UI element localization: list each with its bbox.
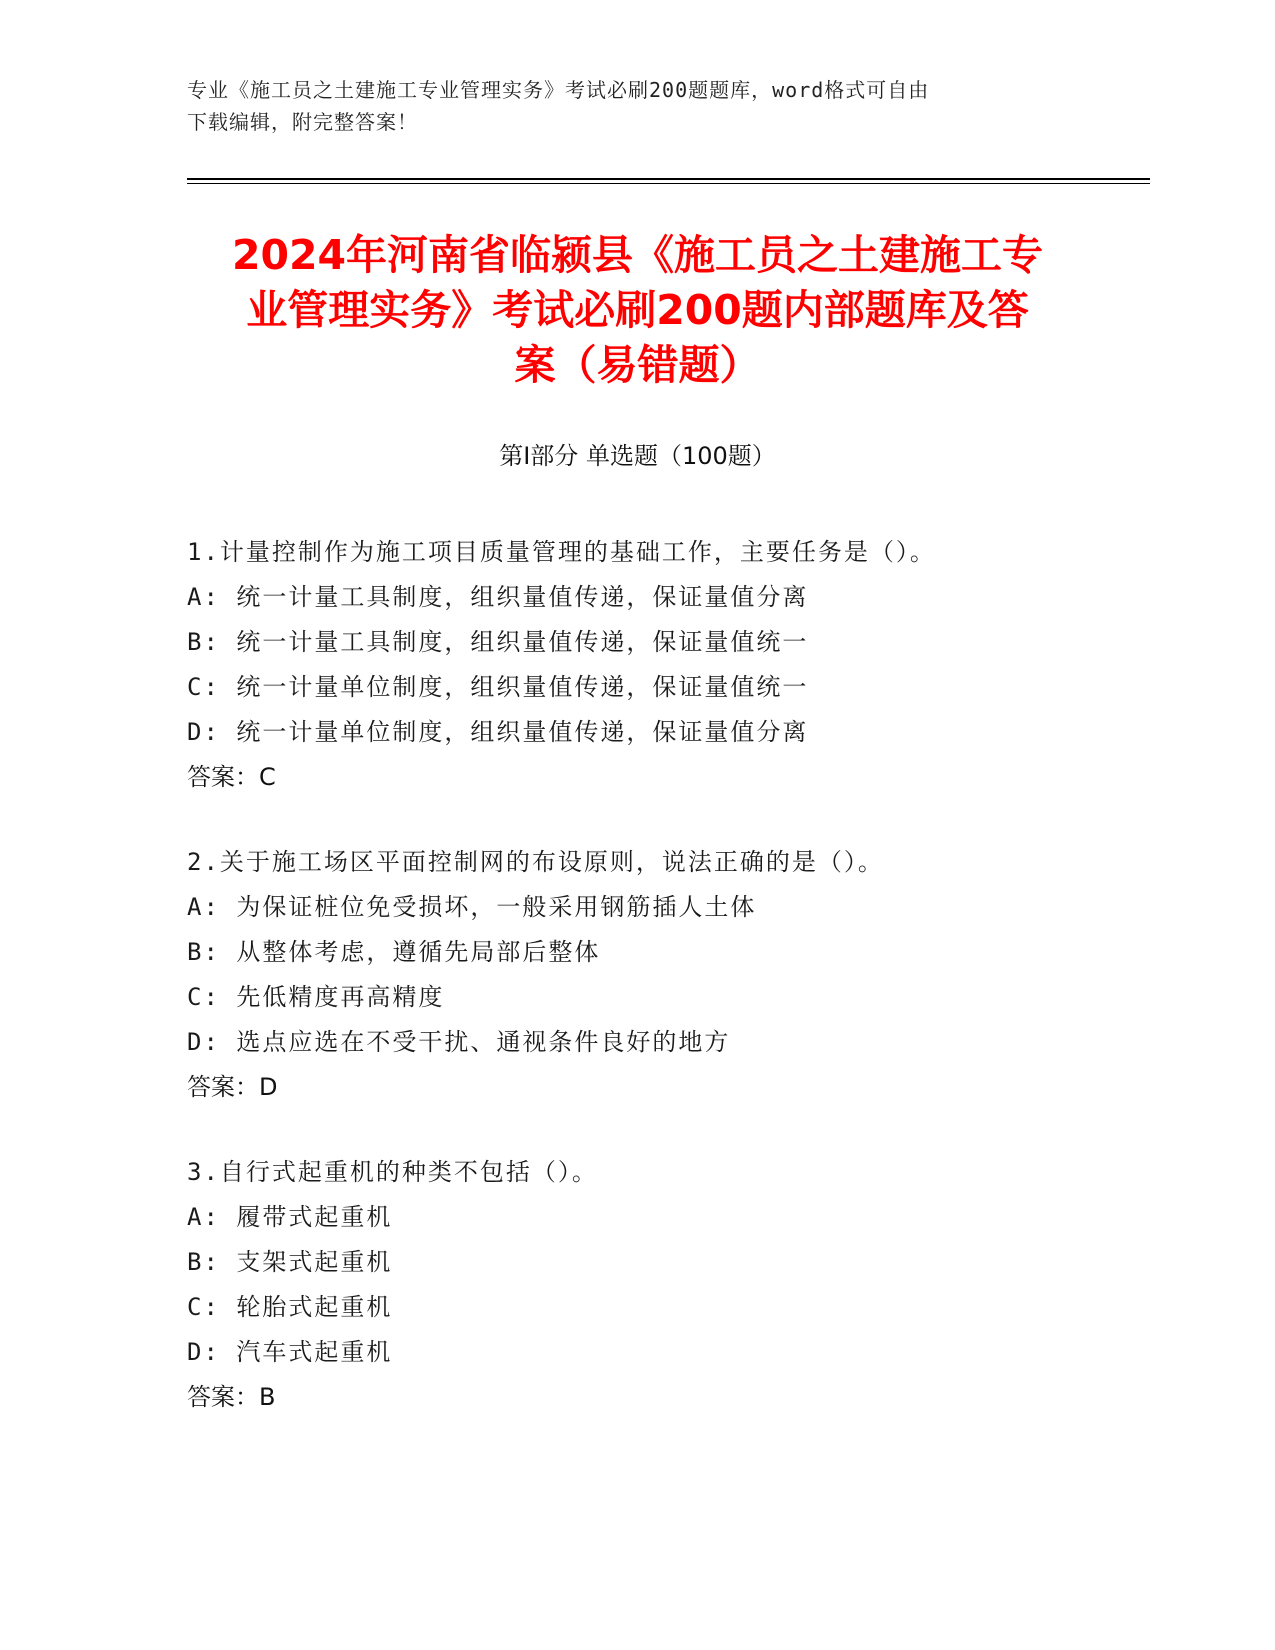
option-d: D: 选点应选在不受干扰、通视条件良好的地方 [187, 1028, 731, 1056]
question-list [187, 530, 1137, 1460]
answer-line: 答案：B [187, 1383, 276, 1411]
question-item [187, 1150, 1137, 1420]
header-note [187, 74, 1087, 138]
section-heading: 第Ⅰ部分 单选题（100题） [499, 442, 776, 470]
question-item [187, 530, 1137, 800]
document-title [187, 228, 1088, 393]
question-stem: 1.计量控制作为施工项目质量管理的基础工作，主要任务是（）。 [187, 538, 936, 566]
option-c: C: 先低精度再高精度 [187, 983, 445, 1011]
option-d: D: 统一计量单位制度，组织量值传递，保证量值分离 [187, 718, 809, 746]
option-a: A: 为保证桩位免受损坏，一般采用钢筋插人土体 [187, 893, 757, 921]
header-note-line-1: 专业《施工员之土建施工专业管理实务》考试必刷200题题库，word格式可自由 [187, 78, 930, 102]
answer-line: 答案：D [187, 1073, 278, 1101]
header-divider-thin [187, 183, 1150, 184]
document-title-line-1: 2024年河南省临颍县《施工员之土建施工专 [231, 231, 1044, 279]
header-note-line-2: 下载编辑，附完整答案！ [187, 110, 418, 134]
option-b: B: 支架式起重机 [187, 1248, 393, 1276]
document-title-line-3: 案（易错题） [514, 341, 761, 389]
option-a: A: 统一计量工具制度，组织量值传递，保证量值分离 [187, 583, 809, 611]
question-item [187, 840, 1137, 1110]
answer-line: 答案：C [187, 763, 276, 791]
question-stem: 2.关于施工场区平面控制网的布设原则，说法正确的是（）。 [187, 848, 884, 876]
option-a: A: 履带式起重机 [187, 1203, 393, 1231]
document-title-line-2: 业管理实务》考试必刷200题内部题库及答 [246, 286, 1029, 334]
question-stem: 3.自行式起重机的种类不包括（）。 [187, 1158, 598, 1186]
option-b: B: 统一计量工具制度，组织量值传递，保证量值统一 [187, 628, 809, 656]
option-b: B: 从整体考虑，遵循先局部后整体 [187, 938, 601, 966]
option-c: C: 轮胎式起重机 [187, 1293, 393, 1321]
option-c: C: 统一计量单位制度，组织量值传递，保证量值统一 [187, 673, 809, 701]
header-divider-thick [187, 178, 1150, 180]
option-d: D: 汽车式起重机 [187, 1338, 393, 1366]
